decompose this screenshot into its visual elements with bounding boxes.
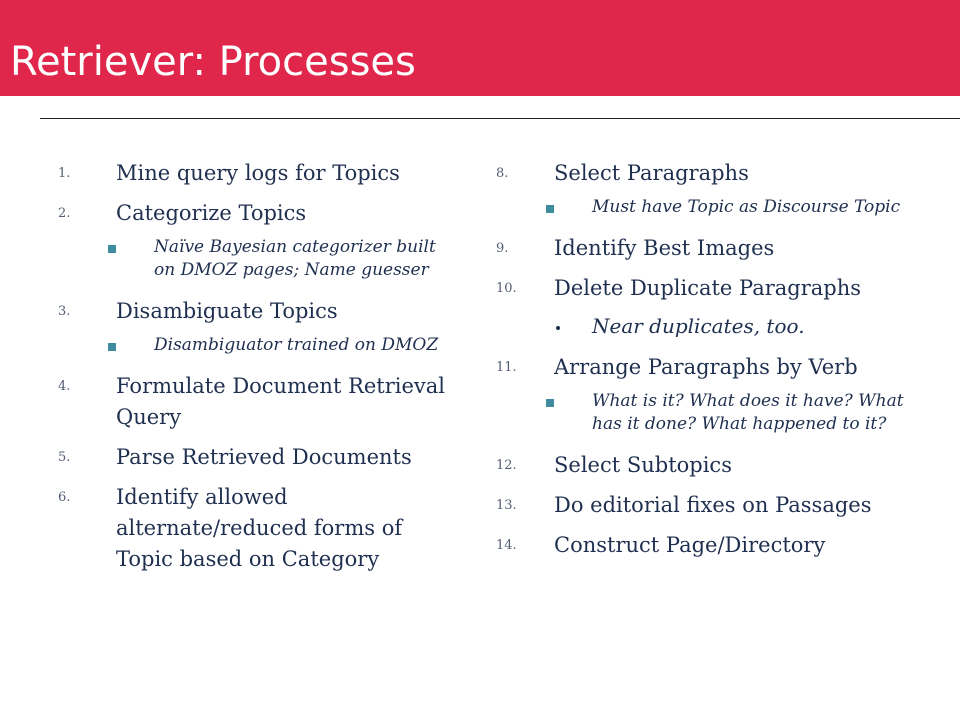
item-number: 13. <box>496 498 517 513</box>
item-number: 11. <box>496 360 517 375</box>
square-bullet-icon <box>108 245 116 253</box>
item-number: 10. <box>496 281 517 296</box>
item-number: 5. <box>58 450 71 465</box>
item-number: 14. <box>496 538 517 553</box>
item-text: Select Subtopics <box>554 453 732 477</box>
list-item <box>496 490 916 521</box>
item-text: Do editorial fixes on Passages <box>554 493 872 517</box>
list-item <box>496 158 916 189</box>
list-item <box>496 233 916 264</box>
item-number: 2. <box>58 206 71 221</box>
sub-bullet <box>496 390 916 436</box>
sub-bullet-text: What is it? What does it have? What has it done? What happened to it? <box>592 391 904 434</box>
sub-bullet-text: Must have Topic as Discourse Topic <box>592 197 901 217</box>
list-item <box>58 482 458 575</box>
item-text: Arrange Paragraphs by Verb <box>554 355 858 379</box>
item-text: Select Paragraphs <box>554 161 749 185</box>
item-number: 3. <box>58 304 71 319</box>
dot-bullet-text: Near duplicates, too. <box>592 314 805 338</box>
left-column <box>58 158 458 584</box>
item-text: Construct Page/Directory <box>554 533 826 557</box>
item-number: 8. <box>496 166 509 181</box>
item-number: 6. <box>58 490 71 505</box>
square-bullet-icon <box>546 205 554 213</box>
item-text: Parse Retrieved Documents <box>116 445 412 469</box>
sub-bullet <box>58 236 458 282</box>
title-bar <box>0 0 960 96</box>
title-divider <box>40 118 960 119</box>
list-item <box>496 273 916 304</box>
item-text: Categorize Topics <box>116 201 307 225</box>
dot-bullet <box>496 311 916 342</box>
slide-title: Retriever: Processes <box>10 39 416 85</box>
list-item <box>496 450 916 481</box>
item-text: Identify Best Images <box>554 236 775 260</box>
sub-bullet-text: Disambiguator trained on DMOZ <box>154 335 439 355</box>
list-item <box>496 352 916 383</box>
item-text: Disambiguate Topics <box>116 299 338 323</box>
list-item <box>58 296 458 327</box>
list-item <box>58 198 458 229</box>
list-item <box>58 158 458 189</box>
sub-bullet <box>496 196 916 219</box>
square-bullet-icon <box>546 399 554 407</box>
right-column <box>496 158 916 570</box>
list-item <box>496 530 916 561</box>
sub-bullet <box>58 334 458 357</box>
item-number: 12. <box>496 458 517 473</box>
item-number: 4. <box>58 379 71 394</box>
item-number: 9. <box>496 241 509 256</box>
list-item <box>58 371 458 433</box>
square-bullet-icon <box>108 343 116 351</box>
item-number: 1. <box>58 166 71 181</box>
list-item <box>58 442 458 473</box>
item-text: Mine query logs for Topics <box>116 161 400 185</box>
item-text: Identify allowed alternate/reduced forms of Topic based on Category <box>116 485 403 571</box>
sub-bullet-text: Naïve Bayesian categorizer built on DMOZ pages; Name guesser <box>154 237 436 280</box>
dot-bullet-icon <box>556 326 560 330</box>
item-text: Delete Duplicate Paragraphs <box>554 276 862 300</box>
item-text: Formulate Document Retrieval Query <box>116 374 446 429</box>
